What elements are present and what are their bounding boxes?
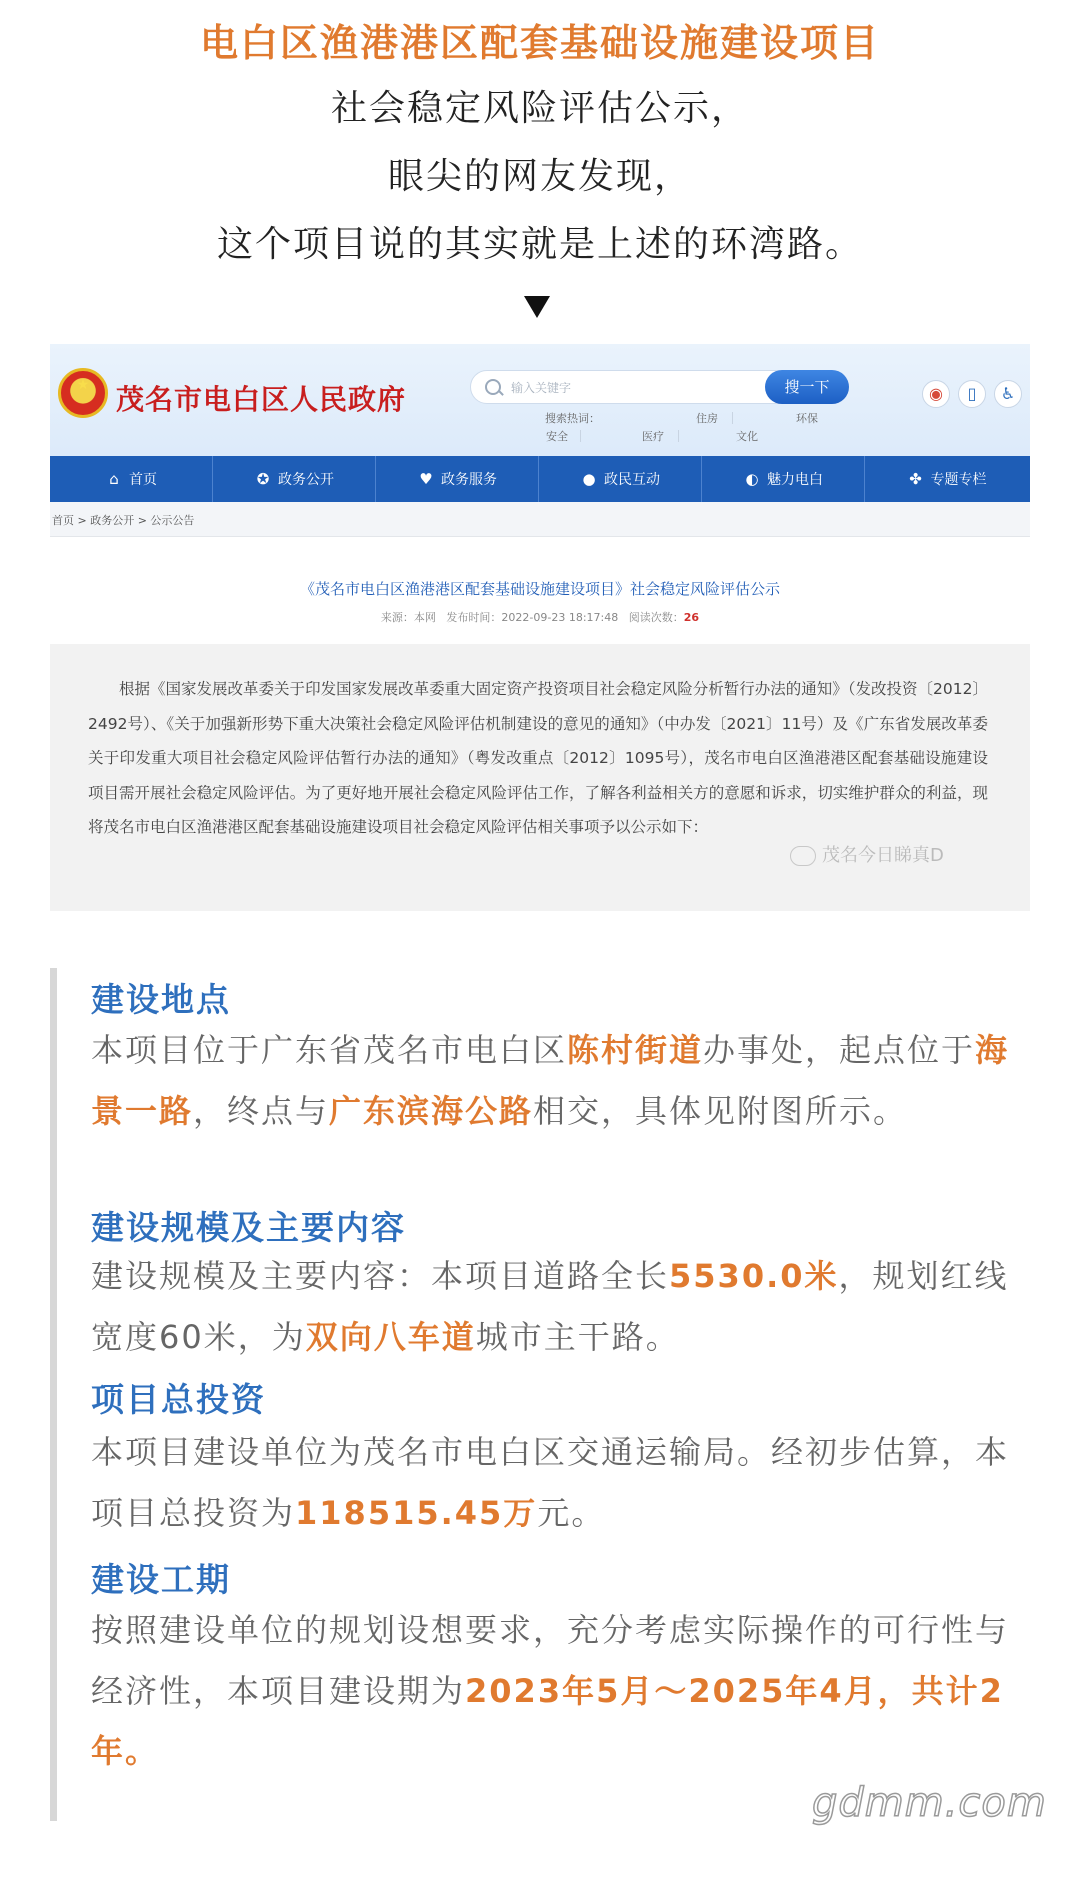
article-meta: 来源：本网 发布时间：2022-09-23 18:17:48 阅读次数：26 [380, 611, 700, 624]
intro-line: 这个项目说的其实就是上述的环湾路。 [216, 224, 863, 265]
mobile-icon[interactable]: ▯ [958, 380, 986, 408]
nav-item-charm[interactable]: ◐ 魅力电白 [702, 456, 865, 502]
weibo-icon[interactable]: ◉ [922, 380, 950, 408]
nav-item-gov-services[interactable]: ♥ 政务服务 [376, 456, 539, 502]
hot-word-link[interactable]: 医疗 [642, 430, 664, 443]
intro-headline: 电白区渔港港区配套基础设施建设项目 [199, 21, 880, 65]
section-paragraph: 本项目建设单位为茂名市电白区交通运输局。经初步估算，本项目总投资为118515.45万元。 [91, 1433, 1010, 1532]
intro-line: 社会稳定风险评估公示， [330, 88, 749, 129]
section-heading: 建设工期 [91, 1560, 231, 1599]
project-details [50, 968, 1037, 1821]
hot-words-label: 搜索热词： [545, 412, 600, 425]
wechat-watermark: 茂名今日睇真D [790, 841, 944, 867]
nav-item-interaction[interactable]: ● 政民互动 [539, 456, 702, 502]
heart-icon: ♥ [419, 470, 433, 488]
gov-site-screenshot [50, 344, 1030, 911]
national-emblem-icon: ★ [58, 368, 108, 418]
grid-icon: ✤ [909, 470, 922, 488]
nav-item-gov-affairs[interactable]: ✪ 政务公开 [213, 456, 376, 502]
hot-word-link[interactable]: 文化 [736, 430, 758, 443]
down-triangle-icon [524, 296, 550, 318]
hot-word-link[interactable]: 住房 [696, 412, 718, 425]
site-watermark: gdmm.com [812, 1780, 1047, 1826]
article-paragraph: 根据《国家发展改革委关于印发国家发展改革委重大固定资产投资项目社会稳定风险分析暂行办法的通知》（发改投资〔2012〕2492号）、《关于加强新形势下重大决策社会稳定风险评估机制建设的意见的通知》（中办发〔2021〕11号）及《广东省发展改革委关于印发重大项目社会稳定风险评估暂行办法的通知》（粤发改重点〔2012〕1095号），茂名市电白区渔港港区配套基础设施建设项目需开展社会稳定风险评估。为了更好地开展社会稳定风险评估工作，了解各利益相关方的意愿和诉求，切实维护群众的利益，现将茂名市电白区渔港港区配套基础设施建设项目社会稳定风险评估相关事项予以公示如下： [88, 680, 988, 836]
section-heading: 项目总投资 [91, 1380, 266, 1419]
read-count: 26 [683, 611, 700, 624]
hot-word-link[interactable]: 环保 [796, 412, 818, 425]
nav-item-topics[interactable]: ✤ 专题专栏 [865, 456, 1028, 502]
wechat-icon [790, 846, 816, 866]
compass-icon: ✪ [256, 470, 270, 488]
breadcrumb-bar [50, 502, 1030, 537]
article-body [50, 644, 1030, 911]
search-placeholder: 输入关键字 [511, 381, 572, 395]
breadcrumb[interactable]: 首页 > 政务公开 > 公示公告 [52, 514, 195, 527]
section-paragraph: 本项目位于广东省茂名市电白区陈村街道办事处，起点位于海景一路，终点与广东滨海公路相交，具体见附图所示。 [91, 1031, 1010, 1130]
main-nav [50, 456, 1030, 502]
section-paragraph: 按照建设单位的规划设想要求，充分考虑实际操作的可行性与经济性，本项目建设期为2023年5月～2025年4月，共计2年。 [91, 1611, 1010, 1770]
site-title[interactable]: 茂名市电白区人民政府 [116, 383, 407, 416]
intro-line: 眼尖的网友发现， [387, 156, 692, 197]
home-icon: ⌂ [109, 470, 119, 488]
section-paragraph: 建设规模及主要内容：本项目道路全长5530.0米，规划红线宽度60米，为双向八车道城市主干路。 [91, 1257, 1009, 1356]
search-icon [485, 379, 501, 395]
section-heading: 建设规模及主要内容 [91, 1208, 406, 1247]
article-title: 《茂名市电白区渔港港区配套基础设施建设项目》社会稳定风险评估公示 [299, 580, 780, 598]
hot-word-link[interactable]: 安全 [546, 430, 568, 443]
leaf-icon: ◐ [745, 470, 759, 488]
search-button[interactable]: 搜一下 [765, 370, 849, 404]
chat-icon: ● [582, 470, 596, 488]
accessibility-icon[interactable]: ♿ [994, 380, 1022, 408]
section-heading: 建设地点 [91, 980, 231, 1019]
nav-item-home[interactable]: ⌂ 首页 [50, 456, 213, 502]
site-header [50, 344, 1030, 456]
